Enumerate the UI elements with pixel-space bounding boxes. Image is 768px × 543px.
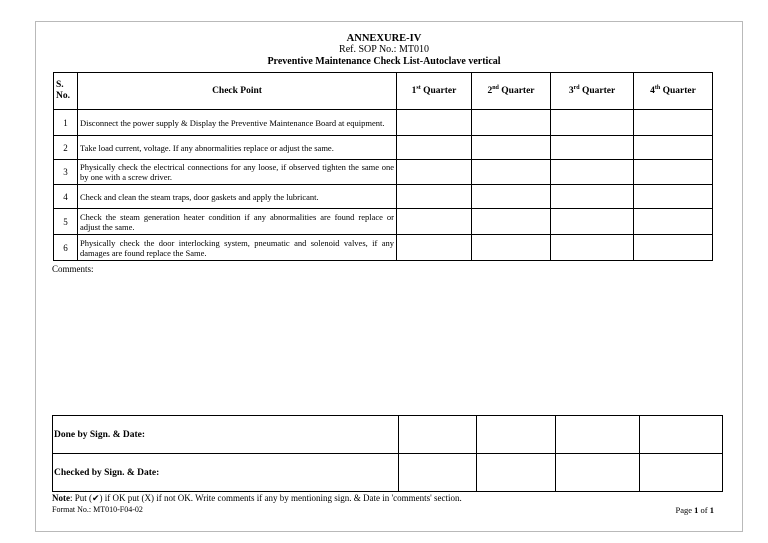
q4-cell[interactable] [634, 185, 713, 209]
q2-cell[interactable] [472, 185, 551, 209]
table-row [54, 235, 713, 261]
q4-signature-cell[interactable] [640, 416, 723, 454]
table-header-row [54, 73, 713, 110]
page-number: Page 1 of 1 [675, 505, 714, 515]
table-row [54, 185, 713, 209]
q4-signature-cell[interactable] [640, 454, 723, 492]
table-row [54, 136, 713, 160]
q4-cell[interactable] [634, 235, 713, 261]
q1-cell[interactable] [397, 136, 472, 160]
row-number: 6 [54, 235, 78, 261]
check-point-text: Check the steam generation heater condition if any abnormalities are found replace or adjust the same. [78, 209, 397, 235]
col-header-sno: S. No. [54, 73, 78, 110]
row-number: 2 [54, 136, 78, 160]
q4-cell[interactable] [634, 136, 713, 160]
q3-signature-cell[interactable] [556, 454, 640, 492]
table-row [54, 160, 713, 185]
signature-table [52, 415, 723, 492]
q1-cell[interactable] [397, 209, 472, 235]
checklist-title: Preventive Maintenance Check List-Autoclave vertical [267, 56, 501, 67]
q3-cell[interactable] [551, 185, 634, 209]
sop-reference: Ref. SOP No.: MT010 [339, 44, 429, 55]
q4-cell[interactable] [634, 160, 713, 185]
done-by-label: Done by Sign. & Date: [53, 416, 399, 454]
row-number: 3 [54, 160, 78, 185]
q3-cell[interactable] [551, 235, 634, 261]
note-label: Note [52, 493, 70, 503]
q3-signature-cell[interactable] [556, 416, 640, 454]
comments-label: Comments: [52, 264, 94, 274]
q3-cell[interactable] [551, 110, 634, 136]
check-point-text: Physically check the door interlocking system, pneumatic and solenoid valves, if any damages are found replace the Same. [78, 235, 397, 261]
done-by-row [53, 416, 723, 454]
row-number: 4 [54, 185, 78, 209]
footer-note [52, 493, 462, 504]
q1-cell[interactable] [397, 235, 472, 261]
col-header-check-point: Check Point [78, 73, 397, 110]
q4-cell[interactable] [634, 209, 713, 235]
col-header-q4: 4th Quarter [634, 73, 713, 110]
q2-cell[interactable] [472, 209, 551, 235]
q2-cell[interactable] [472, 235, 551, 261]
checked-by-row [53, 454, 723, 492]
q4-cell[interactable] [634, 110, 713, 136]
annexure-title: ANNEXURE-IV [346, 33, 422, 44]
col-header-q1: 1st Quarter [397, 73, 472, 110]
q2-signature-cell[interactable] [477, 454, 556, 492]
q1-cell[interactable] [397, 160, 472, 185]
q3-cell[interactable] [551, 160, 634, 185]
format-number: Format No.: MT010-F04-02 [52, 505, 143, 514]
checked-by-label: Checked by Sign. & Date: [53, 454, 399, 492]
row-number: 5 [54, 209, 78, 235]
q1-signature-cell[interactable] [399, 416, 477, 454]
q1-signature-cell[interactable] [399, 454, 477, 492]
table-row [54, 209, 713, 235]
q1-cell[interactable] [397, 185, 472, 209]
table-row [54, 110, 713, 136]
q3-cell[interactable] [551, 209, 634, 235]
check-point-text: Physically check the electrical connections for any loose, if observed tighten the same one by one with a screw driver. [78, 160, 397, 185]
q2-cell[interactable] [472, 110, 551, 136]
q2-cell[interactable] [472, 160, 551, 185]
q1-cell[interactable] [397, 110, 472, 136]
col-header-q2: 2nd Quarter [472, 73, 551, 110]
row-number: 1 [54, 110, 78, 136]
checklist-table [53, 72, 713, 261]
note-text: : Put (✔) if OK put (X) if not OK. Write comments if any by mentioning sign. & Date in 'comments' section. [70, 493, 462, 503]
q2-cell[interactable] [472, 136, 551, 160]
check-point-text: Check and clean the steam traps, door gaskets and apply the lubricant. [78, 185, 397, 209]
col-header-q3: 3rd Quarter [551, 73, 634, 110]
q2-signature-cell[interactable] [477, 416, 556, 454]
check-point-text: Disconnect the power supply & Display the Preventive Maintenance Board at equipment. [78, 110, 397, 136]
q3-cell[interactable] [551, 136, 634, 160]
check-point-text: Take load current, voltage. If any abnormalities replace or adjust the same. [78, 136, 397, 160]
